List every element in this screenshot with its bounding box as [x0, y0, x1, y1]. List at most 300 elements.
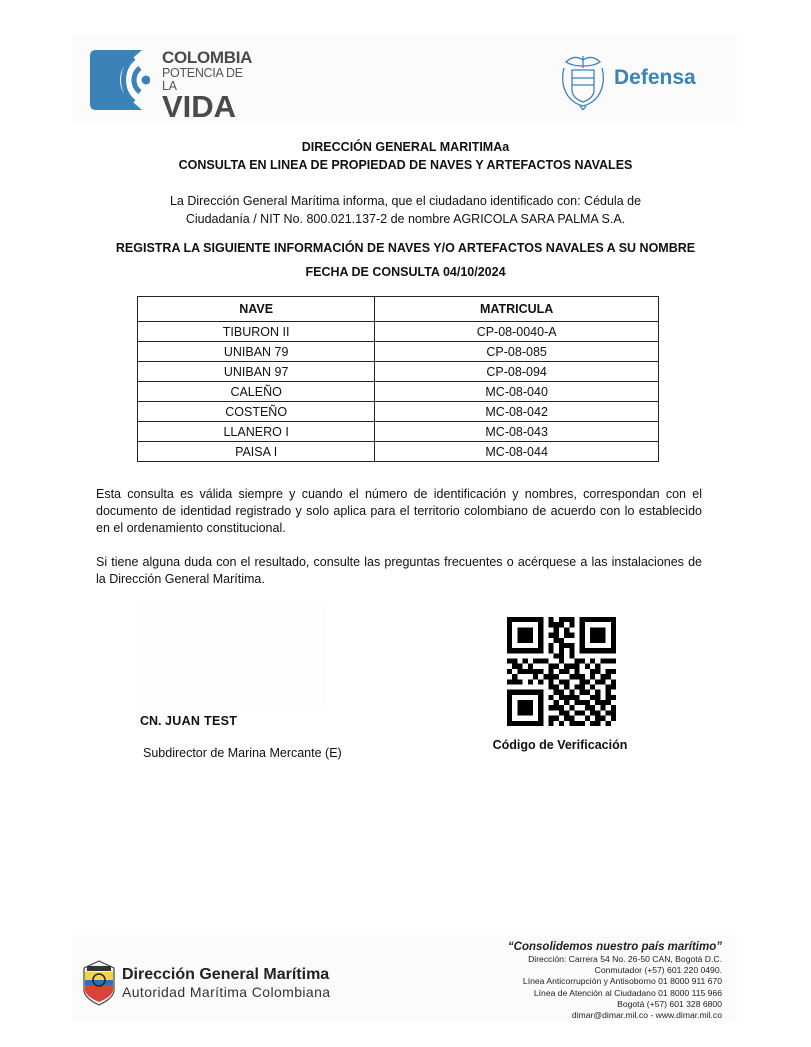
qr-module: [549, 633, 554, 638]
qr-module: [512, 617, 517, 622]
qr-module: [574, 674, 579, 679]
qr-module: [559, 622, 564, 627]
qr-module: [580, 721, 585, 726]
qr-module: [585, 716, 590, 721]
qr-module: [611, 643, 616, 648]
qr-module: [517, 721, 522, 726]
qr-module: [574, 669, 579, 674]
qr-module: [554, 690, 559, 695]
qr-module: [523, 627, 528, 632]
qr-module: [507, 659, 512, 664]
footer-address: Dirección: Carrera 54 No. 26-50 CAN, Bogotá D.C.: [528, 954, 722, 964]
qr-module: [538, 710, 543, 715]
qr-module: [590, 648, 595, 653]
qr-module: [538, 643, 543, 648]
qr-module: [595, 721, 600, 726]
qr-module: [564, 710, 569, 715]
qr-module: [523, 705, 528, 710]
matricula-cell: MC-08-040: [375, 382, 659, 402]
qr-module: [517, 690, 522, 695]
qr-module: [569, 721, 574, 726]
qr-module: [580, 659, 585, 664]
qr-module: [554, 627, 559, 632]
qr-module: [549, 669, 554, 674]
qr-module: [517, 664, 522, 669]
matricula-cell: MC-08-042: [375, 402, 659, 422]
qr-module: [606, 648, 611, 653]
qr-module: [580, 684, 585, 689]
org-title: DIRECCIÓN GENERAL MARITIMAa: [301, 140, 510, 154]
qr-module: [554, 622, 559, 627]
qr-module: [569, 695, 574, 700]
qr-module: [538, 622, 543, 627]
qr-module: [528, 638, 533, 643]
qr-module: [507, 700, 512, 705]
qr-module: [559, 721, 564, 726]
qr-module: [549, 705, 554, 710]
qr-module: [554, 684, 559, 689]
table-row: [138, 402, 659, 422]
qr-module: [523, 690, 528, 695]
nave-cell: UNIBAN 79: [138, 342, 375, 362]
qr-module: [517, 617, 522, 622]
qr-module: [549, 716, 554, 721]
qr-module: [507, 627, 512, 632]
intro-paragraph: [120, 192, 691, 228]
qr-module: [611, 695, 616, 700]
table-row: [138, 322, 659, 342]
qr-module: [528, 627, 533, 632]
qr-module: [569, 664, 574, 669]
qr-module: [528, 617, 533, 622]
nave-cell: TIBURON II: [138, 322, 375, 342]
qr-module: [554, 633, 559, 638]
qr-module: [533, 648, 538, 653]
qr-module: [580, 674, 585, 679]
defensa-logo: [556, 52, 716, 112]
qr-module: [507, 679, 512, 684]
verification-label: Código de Verificación: [492, 738, 628, 752]
qr-module: [611, 622, 616, 627]
qr-module: [606, 617, 611, 622]
qr-module: [559, 710, 564, 715]
qr-module: [564, 716, 569, 721]
nave-cell: UNIBAN 97: [138, 362, 375, 382]
qr-module: [517, 638, 522, 643]
table-row: [138, 342, 659, 362]
qr-module: [549, 721, 554, 726]
qr-module: [538, 700, 543, 705]
qr-module: [559, 679, 564, 684]
qr-module: [564, 695, 569, 700]
qr-module: [574, 710, 579, 715]
qr-module: [600, 679, 605, 684]
qr-module: [590, 674, 595, 679]
qr-module: [595, 633, 600, 638]
qr-module: [611, 716, 616, 721]
qr-module: [600, 659, 605, 664]
matricula-cell: MC-08-043: [375, 422, 659, 442]
qr-module: [611, 705, 616, 710]
qr-module: [585, 648, 590, 653]
dimar-shield-icon: [82, 960, 116, 1006]
qr-module: [611, 648, 616, 653]
qr-module: [538, 669, 543, 674]
qr-module: [517, 669, 522, 674]
qr-module: [595, 690, 600, 695]
table-row: [138, 382, 659, 402]
qr-module: [606, 669, 611, 674]
qr-module: [533, 690, 538, 695]
qr-module: [606, 695, 611, 700]
qr-module: [528, 705, 533, 710]
qr-module: [569, 690, 574, 695]
qr-module: [590, 669, 595, 674]
qr-module: [533, 721, 538, 726]
qr-module: [559, 690, 564, 695]
intro-line2: Ciudadanía / NIT No. 800.021.137-2 de nombre AGRICOLA SARA PALMA S.A.: [185, 212, 626, 226]
footer-anticorruption-line: Línea Anticorrupción y Antisoborno 01 8000 911 670: [522, 976, 722, 987]
qr-module: [585, 700, 590, 705]
qr-module: [559, 617, 564, 622]
coat-of-arms-icon: [558, 52, 608, 110]
qr-module: [507, 690, 512, 695]
qr-module: [574, 695, 579, 700]
qr-module: [574, 659, 579, 664]
qr-module: [595, 716, 600, 721]
qr-module: [595, 648, 600, 653]
qr-module: [611, 638, 616, 643]
qr-module: [590, 638, 595, 643]
qr-module: [574, 684, 579, 689]
qr-module: [590, 705, 595, 710]
qr-module: [606, 721, 611, 726]
qr-module: [528, 721, 533, 726]
table-row: [138, 362, 659, 382]
signer-name: [140, 714, 237, 728]
qr-module: [569, 674, 574, 679]
qr-module: [600, 617, 605, 622]
qr-module: [585, 705, 590, 710]
qr-module: [585, 617, 590, 622]
qr-module: [580, 627, 585, 632]
qr-module: [595, 638, 600, 643]
qr-module: [528, 669, 533, 674]
qr-module: [580, 648, 585, 653]
colombia-waves-icon: [90, 50, 150, 110]
qr-module: [600, 700, 605, 705]
qr-module: [569, 617, 574, 622]
qr-module: [600, 648, 605, 653]
qr-module: [507, 669, 512, 674]
qr-module: [507, 710, 512, 715]
defensa-logo-text: Defensa: [614, 66, 696, 89]
qr-module: [507, 622, 512, 627]
qr-module: [517, 633, 522, 638]
qr-module: [549, 622, 554, 627]
qr-module: [512, 648, 517, 653]
qr-module: [590, 684, 595, 689]
qr-module: [549, 643, 554, 648]
qr-module: [554, 638, 559, 643]
naves-table: [137, 296, 659, 462]
matricula-cell: CP-08-085: [375, 342, 659, 362]
qr-module: [600, 674, 605, 679]
column-header-nave: NAVE: [138, 297, 375, 322]
qr-module: [569, 648, 574, 653]
qr-module: [517, 700, 522, 705]
doubts-paragraph: Si tiene alguna duda con el resultado, consulte las preguntas frecuentes o acérquese a las instalaciones de la Dirección General Marítima.: [96, 555, 702, 586]
qr-module: [533, 659, 538, 664]
qr-module: [564, 684, 569, 689]
qr-module: [549, 648, 554, 653]
qr-module: [559, 659, 564, 664]
signer-role: Subdirector de Marina Mercante (E): [143, 746, 342, 760]
qr-module: [507, 648, 512, 653]
qr-module: [569, 643, 574, 648]
qr-module: [606, 690, 611, 695]
qr-module: [512, 674, 517, 679]
qr-module: [528, 664, 533, 669]
qr-module: [549, 695, 554, 700]
qr-module: [523, 721, 528, 726]
qr-module: [549, 617, 554, 622]
validity-paragraph: Esta consulta es válida siempre y cuando el número de identificación y nombres, correspondan con el documento de identidad registrado y solo aplica para el territorio colombiano de acuerdo con lo establecido en el ordenamiento constitucional.: [96, 487, 702, 535]
qr-module: [523, 638, 528, 643]
qr-module: [538, 617, 543, 622]
qr-module: [569, 633, 574, 638]
nave-cell: LLANERO I: [138, 422, 375, 442]
qr-module: [528, 700, 533, 705]
qr-module: [600, 638, 605, 643]
qr-module: [585, 664, 590, 669]
qr-module: [523, 617, 528, 622]
qr-module: [512, 690, 517, 695]
qr-module: [580, 633, 585, 638]
qr-module: [517, 627, 522, 632]
qr-module: [559, 669, 564, 674]
qr-module: [606, 710, 611, 715]
qr-module: [528, 690, 533, 695]
qr-module: [528, 633, 533, 638]
qr-module: [523, 669, 528, 674]
qr-module: [554, 664, 559, 669]
verification-qr-code[interactable]: [507, 617, 616, 726]
qr-module: [595, 617, 600, 622]
qr-module: [507, 617, 512, 622]
nave-cell: PAISA I: [138, 442, 375, 462]
qr-module: [538, 705, 543, 710]
qr-module: [554, 653, 559, 658]
dimar-logo-subtitle: Autoridad Marítima Colombiana: [122, 984, 331, 1000]
qr-module: [611, 633, 616, 638]
qr-module: [538, 721, 543, 726]
qr-module: [564, 643, 569, 648]
colombia-logo-line1: COLOMBIA: [162, 48, 253, 67]
qr-module: [606, 674, 611, 679]
qr-module: [564, 669, 569, 674]
qr-module: [512, 664, 517, 669]
qr-module: [512, 659, 517, 664]
qr-module: [569, 716, 574, 721]
qr-module: [528, 710, 533, 715]
qr-module: [574, 664, 579, 669]
fecha-consulta: FECHA DE CONSULTA 04/10/2024: [305, 265, 506, 279]
table-row: [138, 442, 659, 462]
qr-module: [590, 617, 595, 622]
qr-module: [533, 669, 538, 674]
qr-module: [538, 679, 543, 684]
qr-module: [538, 633, 543, 638]
qr-module: [517, 648, 522, 653]
qr-module: [595, 679, 600, 684]
qr-module: [549, 674, 554, 679]
qr-module: [554, 674, 559, 679]
registra-title: REGISTRA LA SIGUIENTE INFORMACIÓN DE NAVES Y/O ARTEFACTOS NAVALES A SU NOMBRE: [115, 241, 696, 255]
consulta-title: CONSULTA EN LINEA DE PROPIEDAD DE NAVES Y ARTEFACTOS NAVALES: [178, 158, 633, 172]
qr-module: [564, 664, 569, 669]
qr-module: [523, 633, 528, 638]
qr-module: [517, 679, 522, 684]
qr-module: [559, 643, 564, 648]
qr-module: [559, 705, 564, 710]
qr-module: [611, 679, 616, 684]
footer-citizen-line: Línea de Atención al Ciudadano 01 8000 115 966: [533, 987, 722, 998]
qr-module: [590, 721, 595, 726]
signer-full-name: JUAN TEST: [165, 714, 238, 728]
qr-module: [507, 638, 512, 643]
qr-module: [580, 617, 585, 622]
qr-module: [595, 627, 600, 632]
dimar-logo: [82, 960, 352, 1008]
qr-module: [580, 643, 585, 648]
qr-module: [580, 679, 585, 684]
qr-module: [507, 716, 512, 721]
qr-module: [606, 659, 611, 664]
colombia-logo-text: [162, 48, 260, 124]
qr-module: [595, 695, 600, 700]
qr-module: [585, 679, 590, 684]
qr-module: [538, 648, 543, 653]
qr-module: [611, 659, 616, 664]
signer-rank: CN.: [140, 714, 162, 728]
qr-module: [507, 643, 512, 648]
qr-module: [590, 710, 595, 715]
qr-module: [585, 690, 590, 695]
qr-module: [590, 695, 595, 700]
qr-module: [580, 638, 585, 643]
qr-module: [549, 664, 554, 669]
qr-module: [523, 710, 528, 715]
qr-module: [569, 653, 574, 658]
qr-module: [538, 638, 543, 643]
footer-contact-info: [440, 940, 722, 1021]
intro-line1: La Dirección General Marítima informa, que el ciudadano identificado con: Cédula de: [169, 194, 642, 208]
qr-module: [554, 700, 559, 705]
qr-module: [538, 659, 543, 664]
qr-module: [538, 627, 543, 632]
qr-module: [574, 700, 579, 705]
qr-module: [523, 659, 528, 664]
qr-module: [507, 695, 512, 700]
qr-module: [517, 710, 522, 715]
qr-module: [507, 633, 512, 638]
qr-module: [611, 684, 616, 689]
footer-bogota-phone: Bogotá (+57) 601 328 6800: [617, 998, 722, 1009]
footer-email-web[interactable]: dimar@dimar.mil.co - www.dimar.mil.co: [571, 1010, 722, 1021]
qr-module: [507, 705, 512, 710]
qr-module: [538, 695, 543, 700]
qr-module: [512, 721, 517, 726]
qr-module: [564, 633, 569, 638]
table-header-row: [138, 297, 659, 322]
qr-module: [595, 710, 600, 715]
qr-module: [611, 669, 616, 674]
qr-module: [549, 684, 554, 689]
qr-module: [559, 648, 564, 653]
qr-module: [580, 622, 585, 627]
qr-module: [512, 679, 517, 684]
qr-module: [533, 617, 538, 622]
qr-module: [611, 710, 616, 715]
nave-cell: CALEÑO: [138, 382, 375, 402]
colombia-logo-line2: POTENCIA DE LA: [162, 66, 243, 93]
qr-module: [595, 669, 600, 674]
qr-module: [600, 716, 605, 721]
qr-module: [543, 659, 548, 664]
qr-module: [528, 648, 533, 653]
qr-module: [590, 659, 595, 664]
qr-module: [600, 705, 605, 710]
qr-module: [559, 653, 564, 658]
matricula-cell: MC-08-044: [375, 442, 659, 462]
qr-module: [580, 700, 585, 705]
qr-module: [595, 664, 600, 669]
qr-module: [523, 700, 528, 705]
qr-module: [569, 705, 574, 710]
qr-module: [574, 721, 579, 726]
qr-module: [580, 710, 585, 715]
colombia-logo-line3: VIDA: [162, 89, 237, 124]
qr-module: [538, 716, 543, 721]
qr-module: [507, 721, 512, 726]
qr-module: [523, 648, 528, 653]
qr-module: [543, 674, 548, 679]
qr-module: [554, 705, 559, 710]
qr-module: [538, 690, 543, 695]
qr-module: [611, 617, 616, 622]
colombia-potencia-de-la-vida-logo: [90, 48, 260, 124]
qr-module: [564, 627, 569, 632]
qr-module: [569, 622, 574, 627]
matricula-cell: CP-08-094: [375, 362, 659, 382]
qr-module: [533, 674, 538, 679]
qr-module: [600, 633, 605, 638]
column-header-matricula: MATRICULA: [375, 297, 659, 322]
signature-image-area: [140, 606, 327, 710]
footer-switchboard: Conmutador (+57) 601 220 0490.: [594, 965, 722, 976]
qr-module: [606, 684, 611, 689]
qr-module: [528, 679, 533, 684]
qr-module: [554, 716, 559, 721]
qr-module: [559, 638, 564, 643]
qr-module: [590, 633, 595, 638]
qr-module: [580, 690, 585, 695]
qr-module: [564, 700, 569, 705]
footer-slogan: “Consolidemos nuestro país marítimo”: [507, 941, 722, 953]
qr-module: [611, 627, 616, 632]
qr-module: [549, 679, 554, 684]
